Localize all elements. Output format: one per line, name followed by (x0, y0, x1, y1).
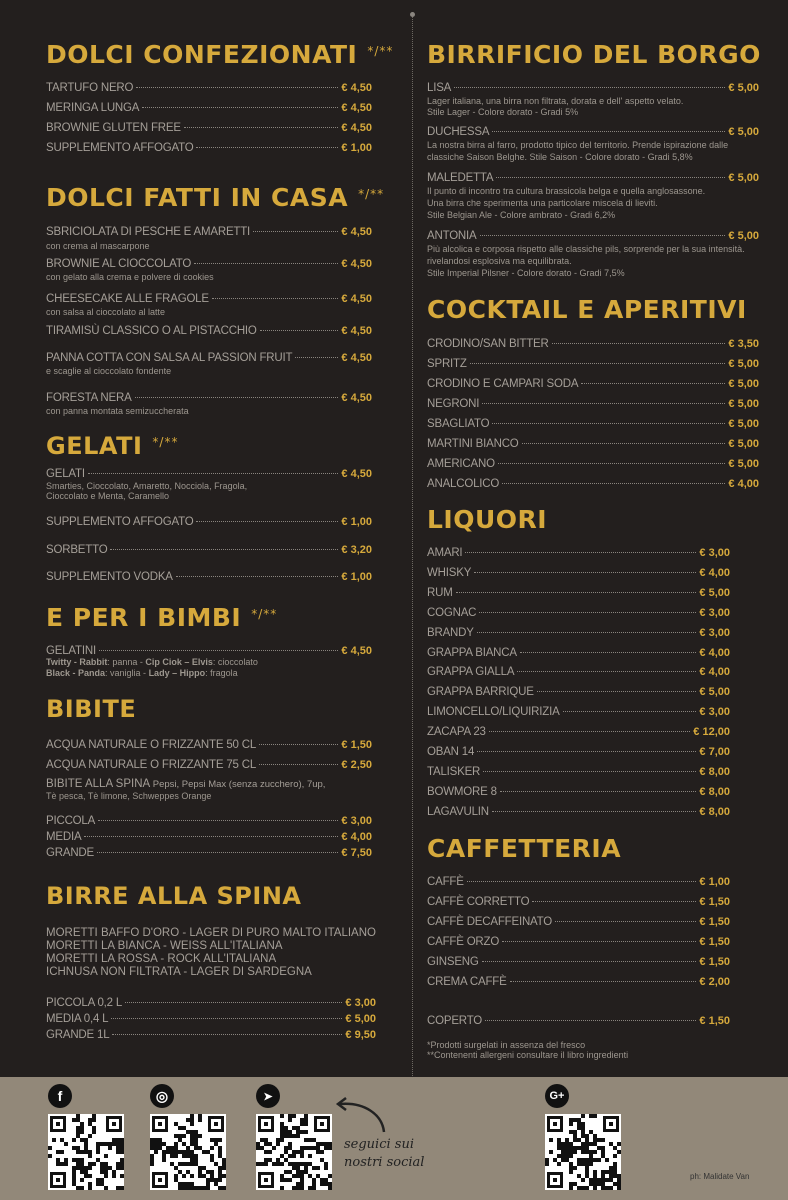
menu-item: SBRICIOLATA DI PESCHE E AMARETTI € 4,50 (46, 226, 372, 238)
item-description: con salsa al cioccolato al latte (46, 307, 166, 317)
bibite-spina: BIBITE ALLA SPINA Pepsi, Pepsi Max (senza zucchero), 7up, (46, 778, 326, 790)
follow-us-text: seguici sui nostri social (344, 1137, 425, 1170)
menu-item: BOWMORE 8 € 8,00 (427, 785, 730, 798)
section-title-gelati: GELATI */** (46, 432, 179, 460)
google-plus-qr[interactable] (545, 1084, 621, 1190)
menu-item-coperto: COPERTO € 1,50 (427, 1015, 730, 1027)
menu-item: LISA € 5,00 (427, 82, 759, 94)
menu-item: PICCOLA 0,2 L € 3,00 (46, 997, 376, 1009)
menu-item: RUM € 5,00 (427, 586, 730, 599)
item-description: classiche Saison Belghe. Stile Saison - Colore dorato - Gradi 5,8% (427, 152, 693, 162)
item-description: Stile Imperial Pilsner - Colore dorato - Gradi 7,5% (427, 268, 625, 278)
menu-item: GRANDE € 7,50 (46, 847, 372, 859)
menu-item: GRAPPA GIALLA € 4,00 (427, 666, 730, 679)
menu-item: TIRAMISÙ CLASSICO O AL PISTACCHIO € 4,50 (46, 325, 372, 337)
menu-item: OBAN 14 € 7,00 (427, 746, 730, 758)
item-description: Stile Lager - Colore dorato - Gradi 5% (427, 107, 579, 117)
qr-code[interactable] (48, 1114, 124, 1190)
item-description: rivelandosi esplosiva ma equilibrata. (427, 256, 572, 266)
menu-item: ANTONIA € 5,00 (427, 230, 759, 242)
curved-arrow-icon (334, 1094, 394, 1134)
section-title-dolci-fatti-in-casa: DOLCI FATTI IN CASA */** (46, 183, 385, 212)
menu-item: AMERICANO € 5,00 (427, 458, 759, 470)
item-description: e scaglie al cioccolato fondente (46, 366, 172, 376)
menu-item: CRODINO E CAMPARI SODA € 5,00 (427, 378, 759, 390)
menu-item: NEGRONI € 5,00 (427, 398, 759, 410)
menu-item: GRAPPA BARRIQUE € 5,00 (427, 686, 730, 699)
footnote: *Prodotti surgelati in assenza del fresco (427, 1040, 586, 1050)
photo-credit: ph: Malidate Van (690, 1172, 750, 1181)
menu-item: PANNA COTTA CON SALSA AL PASSION FRUIT € 4,50 (46, 352, 372, 364)
telegram-icon[interactable]: ➤ (256, 1084, 280, 1108)
facebook-qr[interactable] (48, 1084, 124, 1190)
menu-item: MALEDETTA € 5,00 (427, 172, 759, 184)
menu-item: DUCHESSA € 5,00 (427, 126, 759, 138)
menu-item: SBAGLIATO € 5,00 (427, 418, 759, 430)
section-title-bibite: BIBITE (46, 695, 137, 723)
item-description: Cioccolato e Menta, Caramello (46, 491, 170, 501)
item-description: con gelato alla crema e polvere di cookies (46, 272, 214, 282)
menu-item: ACQUA NATURALE O FRIZZANTE 75 CL € 2,50 (46, 759, 372, 771)
qr-code[interactable] (545, 1114, 621, 1190)
menu-item: CAFFÈ CORRETTO € 1,50 (427, 895, 730, 908)
menu-item: SUPPLEMENTO AFFOGATO € 1,00 (46, 142, 372, 154)
menu-item: MARTINI BIANCO € 5,00 (427, 438, 759, 450)
beer-line: MORETTI LA ROSSA - ROCK ALL'ITALIANA (46, 953, 277, 965)
item-description: Tè pesca, Tè limone, Schweppes Orange (46, 791, 212, 801)
menu-item: GELATI € 4,50 (46, 468, 372, 480)
section-title-bimbi: E PER I BIMBI */** (46, 603, 278, 632)
menu-item: CHEESECAKE ALLE FRAGOLE € 4,50 (46, 293, 372, 305)
menu-item: CREMA CAFFÈ € 2,00 (427, 975, 730, 988)
menu-item: CAFFÈ ORZO € 1,50 (427, 935, 730, 948)
menu-item: GRANDE 1L € 9,50 (46, 1029, 376, 1041)
menu-item: FORESTA NERA € 4,50 (46, 392, 372, 404)
footnote: **Contenenti allergeni consultare il libro ingredienti (427, 1050, 629, 1060)
menu-item: ACQUA NATURALE O FRIZZANTE 50 CL € 1,50 (46, 739, 372, 751)
beer-line: ICHNUSA NON FILTRATA - LAGER DI SARDEGNA (46, 966, 312, 978)
item-description: Lager italiana, una birra non filtrata, dorata e dell' aspetto velato. (427, 96, 684, 106)
divider-dot (410, 12, 415, 17)
menu-item: BROWNIE AL CIOCCOLATO € 4,50 (46, 258, 372, 270)
item-description: Il punto di incontro tra cultura brassicola belga e quella anglosassone. (427, 186, 706, 196)
menu-item: TALISKER € 8,00 (427, 765, 730, 778)
menu-item: ANALCOLICO € 4,00 (427, 478, 759, 490)
menu-item: CRODINO/SAN BITTER € 3,50 (427, 338, 759, 350)
menu-item: AMARI € 3,00 (427, 547, 730, 559)
section-title-dolci-confezionati: DOLCI CONFEZIONATI */** (46, 40, 394, 69)
section-title-birrificio: BIRRIFICIO DEL BORGO (427, 40, 761, 69)
menu-item: LAGAVULIN € 8,00 (427, 805, 730, 818)
menu-item: COGNAC € 3,00 (427, 606, 730, 619)
item-description: Più alcolica e corposa rispetto alle classiche pils, sorprende per la sua intensità. (427, 244, 745, 254)
item-description: La nostra birra al farro, prodotto tipico del territorio. Prende ispirazione dalle (427, 140, 729, 150)
section-title-birre-spina: BIRRE ALLA SPINA (46, 882, 302, 910)
section-title-cocktail: COCKTAIL E APERITIVI (427, 295, 747, 324)
menu-item: TARTUFO NERO € 4,50 (46, 82, 372, 94)
menu-item: WHISKY € 4,00 (427, 566, 730, 579)
menu-item: SUPPLEMENTO AFFOGATO € 1,00 (46, 516, 372, 528)
menu-item: GELATINI € 4,50 (46, 645, 372, 657)
google-plus-icon[interactable]: G+ (545, 1084, 569, 1108)
item-description: con panna montata semizuccherata (46, 406, 189, 416)
menu-item: MEDIA € 4,00 (46, 831, 372, 843)
menu-item: BRANDY € 3,00 (427, 626, 730, 639)
beer-line: MORETTI LA BIANCA - WEISS ALL'ITALIANA (46, 940, 283, 952)
menu-item: GRAPPA BIANCA € 4,00 (427, 646, 730, 659)
menu-item: LIMONCELLO/LIQUIRIZIA € 3,00 (427, 706, 730, 719)
instagram-qr[interactable] (150, 1084, 226, 1190)
instagram-icon[interactable]: ◎ (150, 1084, 174, 1108)
menu-item: CAFFÈ € 1,00 (427, 876, 730, 888)
menu-item: SORBETTO € 3,20 (46, 544, 372, 556)
item-description: Twitty - Rabbit: panna - Cip Ciok – Elvis: cioccolato (46, 657, 258, 667)
section-title-caffetteria: CAFFETTERIA (427, 834, 622, 863)
item-description: Black - Panda: vaniglia - Lady – Hippo: fragola (46, 668, 238, 678)
menu-item: CAFFÈ DECAFFEINATO € 1,50 (427, 915, 730, 928)
menu-item: SPRITZ € 5,00 (427, 358, 759, 370)
menu-item: ZACAPA 23 € 12,00 (427, 726, 730, 739)
menu-item: BROWNIE GLUTEN FREE € 4,50 (46, 122, 372, 134)
telegram-qr[interactable] (256, 1084, 332, 1190)
qr-code[interactable] (150, 1114, 226, 1190)
menu-item: GINSENG € 1,50 (427, 955, 730, 968)
item-description: con crema al mascarpone (46, 241, 150, 251)
item-description: Smarties, Cioccolato, Amaretto, Nocciola, Fragola, (46, 481, 248, 491)
item-description: Stile Belgian Ale - Colore ambrato - Gradi 6,2% (427, 210, 616, 220)
menu-item: MEDIA 0,4 L € 5,00 (46, 1013, 376, 1025)
qr-code[interactable] (256, 1114, 332, 1190)
menu-item: PICCOLA € 3,00 (46, 815, 372, 827)
beer-line: MORETTI BAFFO D'ORO - LAGER DI PURO MALTO ITALIANO (46, 927, 376, 939)
column-divider (412, 14, 413, 1076)
menu-item: SUPPLEMENTO VODKA € 1,00 (46, 571, 372, 583)
item-description: Una birra che sperimenta una particolare miscela di lieviti. (427, 198, 658, 208)
section-title-liquori: LIQUORI (427, 505, 548, 534)
facebook-icon[interactable]: f (48, 1084, 72, 1108)
menu-item: MERINGA LUNGA € 4,50 (46, 102, 372, 114)
